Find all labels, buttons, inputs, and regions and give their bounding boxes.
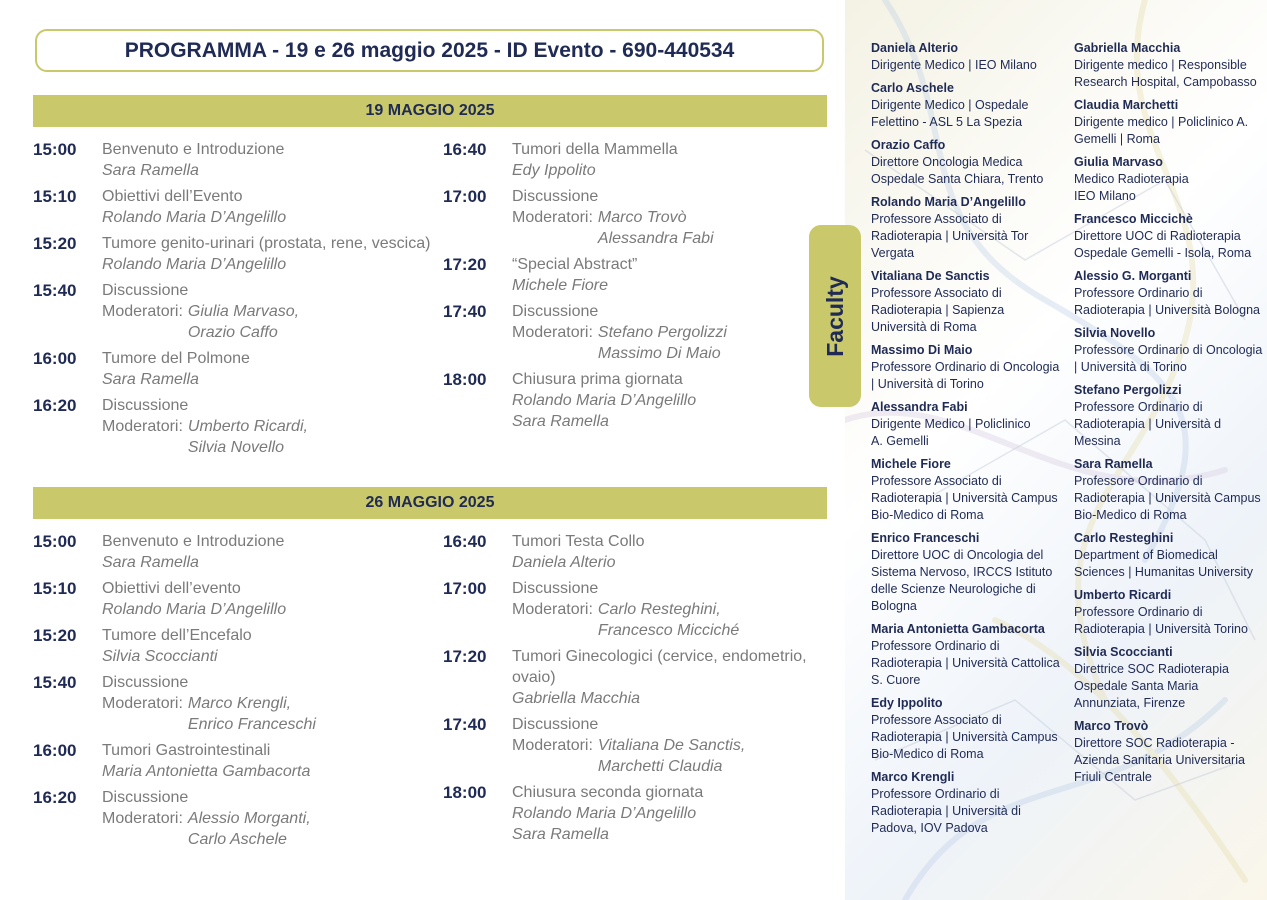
speaker-name: Sara Ramella — [512, 413, 609, 430]
schedule-item — [443, 186, 823, 249]
faculty-role: Direttore UOC di Radioterapia Ospedale Gemelli - Isola, Roma — [1074, 229, 1252, 260]
session-topic: Discussione — [512, 716, 599, 733]
moderators-label: Moderatori: — [512, 601, 593, 618]
moderators-line — [102, 808, 433, 850]
faculty-member — [871, 530, 1066, 615]
faculty-role: Professore Ordinario di Radioterapia | Università di Padova, IOV Padova — [871, 787, 1021, 835]
session-topic: Discussione — [102, 674, 189, 691]
session-topic: Tumori Gastrointestinali — [102, 742, 271, 759]
faculty-role: Professore Associato di Radioterapia | Università Campus Bio-Medico di Roma — [871, 713, 1058, 761]
moderator-name: Marco Trovò — [597, 209, 687, 226]
faculty-name: Giulia Marvaso — [1074, 155, 1163, 169]
moderators-label: Moderatori: — [102, 810, 183, 827]
faculty-name: Stefano Pergolizzi — [1074, 383, 1182, 397]
session-time: 16:20 — [33, 396, 77, 415]
faculty-name: Carlo Aschele — [871, 81, 954, 95]
session-topic: Obiettivi dell’evento — [102, 580, 241, 597]
session-time: 16:20 — [33, 788, 77, 807]
faculty-member — [1074, 97, 1264, 148]
speaker-name: Michele Fiore — [512, 277, 609, 294]
faculty-member — [1074, 40, 1264, 91]
faculty-role: Professore Ordinario di Radioterapia | Università d Messina — [1074, 400, 1222, 448]
session-topic: Discussione — [102, 397, 189, 414]
faculty-name: Vitaliana De Sanctis — [871, 269, 990, 283]
session-topic: Tumore dell’Encefalo — [102, 627, 252, 644]
faculty-role: Direttrice SOC Radioterapia Ospedale Santa Maria Annunziata, Firenze — [1074, 662, 1229, 710]
session-time: 15:40 — [33, 673, 77, 692]
moderator-names — [188, 693, 316, 735]
speaker-name: Sara Ramella — [102, 371, 199, 388]
faculty-role: Professore Ordinario di Radioterapia | Università Campus Bio-Medico di Roma — [1074, 474, 1261, 522]
session-topic: Chiusura seconda giornata — [512, 784, 704, 801]
session-time: 15:20 — [33, 626, 77, 645]
moderator-name: Francesco Micciché — [597, 622, 740, 639]
faculty-role: Department of Biomedical Sciences | Humanitas University — [1074, 548, 1254, 579]
session-details — [102, 787, 433, 850]
schedule-item — [33, 531, 433, 573]
moderator-name: Orazio Caffo — [187, 324, 278, 341]
faculty-name: Umberto Ricardi — [1074, 588, 1172, 602]
moderators-label: Moderatori: — [512, 209, 593, 226]
faculty-role: Direttore SOC Radioterapia - Azienda Sanitaria Universitaria Friuli Centrale — [1074, 736, 1245, 784]
session-topic: Discussione — [102, 282, 189, 299]
moderators-line — [102, 416, 433, 458]
faculty-name: Silvia Novello — [1074, 326, 1156, 340]
schedule-item — [443, 782, 823, 845]
faculty-member — [871, 399, 1066, 450]
schedule-item — [33, 740, 433, 782]
faculty-role: Professore Associato di Radioterapia | Università Tor Vergata — [871, 212, 1029, 260]
moderators-label: Moderatori: — [102, 418, 183, 435]
session-details — [102, 672, 433, 735]
schedule-item — [33, 395, 433, 458]
schedule-item — [443, 369, 823, 432]
speaker-name: Maria Antonietta Gambacorta — [102, 763, 311, 780]
faculty-column — [1074, 40, 1264, 792]
moderators-label: Moderatori: — [102, 695, 183, 712]
speaker-name: Silvia Scoccianti — [102, 648, 218, 665]
moderator-name: Carlo Resteghini, — [597, 601, 721, 618]
faculty-member — [871, 194, 1066, 262]
session-time: 15:20 — [33, 234, 77, 253]
faculty-role: Medico Radioterapia IEO Milano — [1074, 172, 1189, 203]
session-topic: “Special Abstract” — [512, 256, 638, 273]
faculty-role: Dirigente Medico | IEO Milano — [871, 58, 1037, 72]
session-time: 17:00 — [443, 187, 487, 206]
session-time: 15:00 — [33, 532, 77, 551]
session-time: 17:40 — [443, 302, 487, 321]
moderator-name: Vitaliana De Sanctis, — [597, 737, 746, 754]
speaker-name: Daniela Alterio — [512, 554, 616, 571]
session-time: 17:20 — [443, 647, 487, 666]
day-header: 19 MAGGIO 2025 — [33, 95, 827, 127]
moderator-name: Enrico Franceschi — [187, 716, 316, 733]
session-details — [102, 740, 433, 782]
schedule-item — [33, 186, 433, 228]
moderators-line — [512, 735, 823, 777]
moderator-name: Stefano Pergolizzi — [597, 324, 727, 341]
faculty-member — [871, 268, 1066, 336]
session-topic: Discussione — [512, 303, 599, 320]
session-details — [512, 646, 823, 709]
schedule-item — [33, 625, 433, 667]
day-header: 26 MAGGIO 2025 — [33, 487, 827, 519]
session-time: 16:40 — [443, 140, 487, 159]
faculty-member — [1074, 456, 1264, 524]
session-time: 15:10 — [33, 579, 77, 598]
faculty-role: Dirigente Medico | Policlinico A. Gemelli — [871, 417, 1031, 448]
moderator-names — [188, 301, 299, 343]
moderator-names — [598, 735, 745, 777]
session-time: 16:00 — [33, 741, 77, 760]
faculty-name: Silvia Scoccianti — [1074, 645, 1173, 659]
session-topic: Chiusura prima giornata — [512, 371, 683, 388]
session-time: 17:40 — [443, 715, 487, 734]
session-time: 16:00 — [33, 349, 77, 368]
speaker-name: Rolando Maria D’Angelillo — [102, 209, 287, 226]
session-time: 15:00 — [33, 140, 77, 159]
faculty-member — [871, 137, 1066, 188]
schedule-item — [33, 233, 433, 275]
faculty-name: Orazio Caffo — [871, 138, 946, 152]
moderator-name: Silvia Novello — [187, 439, 284, 456]
faculty-name: Daniela Alterio — [871, 41, 959, 55]
faculty-name: Massimo Di Maio — [871, 343, 973, 357]
moderator-names — [188, 416, 308, 458]
faculty-role: Dirigente medico | Responsible Research Hospital, Campobasso — [1074, 58, 1257, 89]
session-details — [512, 301, 823, 364]
session-time: 15:10 — [33, 187, 77, 206]
faculty-tab — [809, 225, 861, 407]
speaker-name: Rolando Maria D’Angelillo — [102, 256, 287, 273]
schedule-item — [443, 139, 823, 181]
schedule-item — [443, 714, 823, 777]
program-title: PROGRAMMA - 19 e 26 maggio 2025 - ID Evento - 690-440534 — [35, 29, 824, 72]
faculty-role: Direttore Oncologia Medica Ospedale Santa Chiara, Trento — [871, 155, 1044, 186]
session-topic: Discussione — [102, 789, 189, 806]
moderator-names — [188, 808, 311, 850]
session-topic: Benvenuto e Introduzione — [102, 141, 285, 158]
session-details — [512, 139, 823, 181]
session-time: 18:00 — [443, 370, 487, 389]
faculty-role: Professore Ordinario di Radioterapia | Università Bologna — [1074, 286, 1260, 317]
session-topic: Tumore del Polmone — [102, 350, 250, 367]
faculty-name: Edy Ippolito — [871, 696, 943, 710]
session-details — [512, 714, 823, 777]
faculty-member — [1074, 325, 1264, 376]
schedule-item — [443, 531, 823, 573]
session-details — [102, 348, 433, 390]
session-time: 17:20 — [443, 255, 487, 274]
session-details — [512, 782, 823, 845]
faculty-member — [871, 695, 1066, 763]
schedule-item — [443, 254, 823, 296]
faculty-name: Enrico Franceschi — [871, 531, 980, 545]
faculty-member — [1074, 718, 1264, 786]
faculty-role: Professore Ordinario di Radioterapia | Università Cattolica S. Cuore — [871, 639, 1060, 687]
schedule-item — [33, 139, 433, 181]
moderator-name: Giulia Marvaso, — [187, 303, 300, 320]
session-details — [102, 578, 433, 620]
session-details — [512, 531, 823, 573]
schedule-item — [443, 646, 823, 709]
session-topic: Tumori della Mammella — [512, 141, 678, 158]
session-details — [512, 369, 823, 432]
moderators-line — [102, 301, 433, 343]
faculty-member — [871, 769, 1066, 837]
schedule-item — [33, 280, 433, 343]
session-details — [102, 186, 433, 228]
speaker-name: Edy Ippolito — [512, 162, 596, 179]
faculty-role: Dirigente medico | Policlinico A. Gemelli | Roma — [1074, 115, 1249, 146]
schedule-item — [443, 578, 823, 641]
faculty-column — [871, 40, 1066, 843]
speaker-name: Rolando Maria D’Angelillo — [512, 805, 697, 822]
session-topic: Obiettivi dell’Evento — [102, 188, 243, 205]
schedule-item — [33, 787, 433, 850]
faculty-name: Marco Krengli — [871, 770, 955, 784]
faculty-role: Professore Associato di Radioterapia | Sapienza Università di Roma — [871, 286, 1005, 334]
faculty-name: Carlo Resteghini — [1074, 531, 1174, 545]
faculty-name: Maria Antonietta Gambacorta — [871, 622, 1045, 636]
faculty-role: Professore Ordinario di Oncologia | Università di Torino — [871, 360, 1060, 391]
faculty-name: Francesco Miccichè — [1074, 212, 1193, 226]
session-time: 18:00 — [443, 783, 487, 802]
faculty-member — [1074, 644, 1264, 712]
faculty-name: Marco Trovò — [1074, 719, 1149, 733]
session-details — [102, 233, 433, 275]
session-time: 17:00 — [443, 579, 487, 598]
moderators-line — [512, 322, 823, 364]
session-topic: Benvenuto e Introduzione — [102, 533, 285, 550]
faculty-role: Direttore UOC di Oncologia del Sistema Nervoso, IRCCS Istituto delle Scienze Neurologiche di Bologna — [871, 548, 1053, 613]
moderators-label: Moderatori: — [102, 303, 183, 320]
faculty-member — [871, 342, 1066, 393]
faculty-name: Alessio G. Morganti — [1074, 269, 1192, 283]
moderator-name: Carlo Aschele — [187, 831, 287, 848]
session-time: 15:40 — [33, 281, 77, 300]
schedule-column — [443, 531, 823, 850]
faculty-member — [871, 80, 1066, 131]
faculty-name: Rolando Maria D’Angelillo — [871, 195, 1026, 209]
session-topic: Tumore genito-urinari (prostata, rene, vescica) — [102, 235, 431, 252]
session-details — [102, 280, 433, 343]
faculty-member — [1074, 530, 1264, 581]
speaker-name: Sara Ramella — [512, 826, 609, 843]
session-details — [512, 578, 823, 641]
moderators-line — [512, 207, 823, 249]
faculty-name: Claudia Marchetti — [1074, 98, 1179, 112]
schedule-column — [33, 139, 433, 463]
speaker-name: Gabriella Macchia — [512, 690, 641, 707]
faculty-panel — [845, 0, 1267, 900]
session-details — [102, 395, 433, 458]
moderator-name: Massimo Di Maio — [597, 345, 721, 362]
faculty-role: Professore Ordinario di Oncologia | Università di Torino — [1074, 343, 1263, 374]
faculty-name: Gabriella Macchia — [1074, 41, 1181, 55]
schedule-item — [33, 672, 433, 735]
faculty-member — [1074, 268, 1264, 319]
session-topic: Discussione — [512, 580, 599, 597]
faculty-role: Professore Associato di Radioterapia | Università Campus Bio-Medico di Roma — [871, 474, 1058, 522]
moderator-name: Marchetti Claudia — [597, 758, 723, 775]
faculty-member — [1074, 211, 1264, 262]
moderators-line — [512, 599, 823, 641]
moderator-name: Umberto Ricardi, — [187, 418, 308, 435]
faculty-name: Michele Fiore — [871, 457, 951, 471]
faculty-label: Faculty — [821, 275, 848, 357]
faculty-role: Professore Ordinario di Radioterapia | Università Torino — [1074, 605, 1248, 636]
moderator-name: Marco Krengli, — [187, 695, 292, 712]
speaker-name: Rolando Maria D’Angelillo — [102, 601, 287, 618]
session-details — [512, 254, 823, 296]
faculty-member — [871, 621, 1066, 689]
schedule-item — [443, 301, 823, 364]
session-topic: Tumori Ginecologici (cervice, endometrio, ovaio) — [512, 648, 807, 686]
speaker-name: Sara Ramella — [102, 162, 199, 179]
moderator-names — [598, 322, 727, 364]
faculty-member — [1074, 382, 1264, 450]
faculty-name: Sara Ramella — [1074, 457, 1153, 471]
moderator-name: Alessio Morganti, — [187, 810, 311, 827]
session-topic: Discussione — [512, 188, 599, 205]
moderators-label: Moderatori: — [512, 324, 593, 341]
moderator-names — [598, 599, 739, 641]
schedule-item — [33, 578, 433, 620]
faculty-member — [871, 456, 1066, 524]
moderator-name: Alessandra Fabi — [597, 230, 714, 247]
speaker-name: Rolando Maria D’Angelillo — [512, 392, 697, 409]
moderator-names — [598, 207, 714, 249]
session-details — [102, 625, 433, 667]
session-topic: Tumori Testa Collo — [512, 533, 645, 550]
schedule-column — [443, 139, 823, 437]
schedule-item — [33, 348, 433, 390]
schedule-column — [33, 531, 433, 855]
faculty-name: Alessandra Fabi — [871, 400, 968, 414]
faculty-member — [871, 40, 1066, 74]
session-time: 16:40 — [443, 532, 487, 551]
session-details — [512, 186, 823, 249]
moderators-line — [102, 693, 433, 735]
session-details — [102, 531, 433, 573]
speaker-name: Sara Ramella — [102, 554, 199, 571]
faculty-member — [1074, 154, 1264, 205]
session-details — [102, 139, 433, 181]
moderators-label: Moderatori: — [512, 737, 593, 754]
faculty-member — [1074, 587, 1264, 638]
faculty-role: Dirigente Medico | Ospedale Felettino - ASL 5 La Spezia — [871, 98, 1029, 129]
